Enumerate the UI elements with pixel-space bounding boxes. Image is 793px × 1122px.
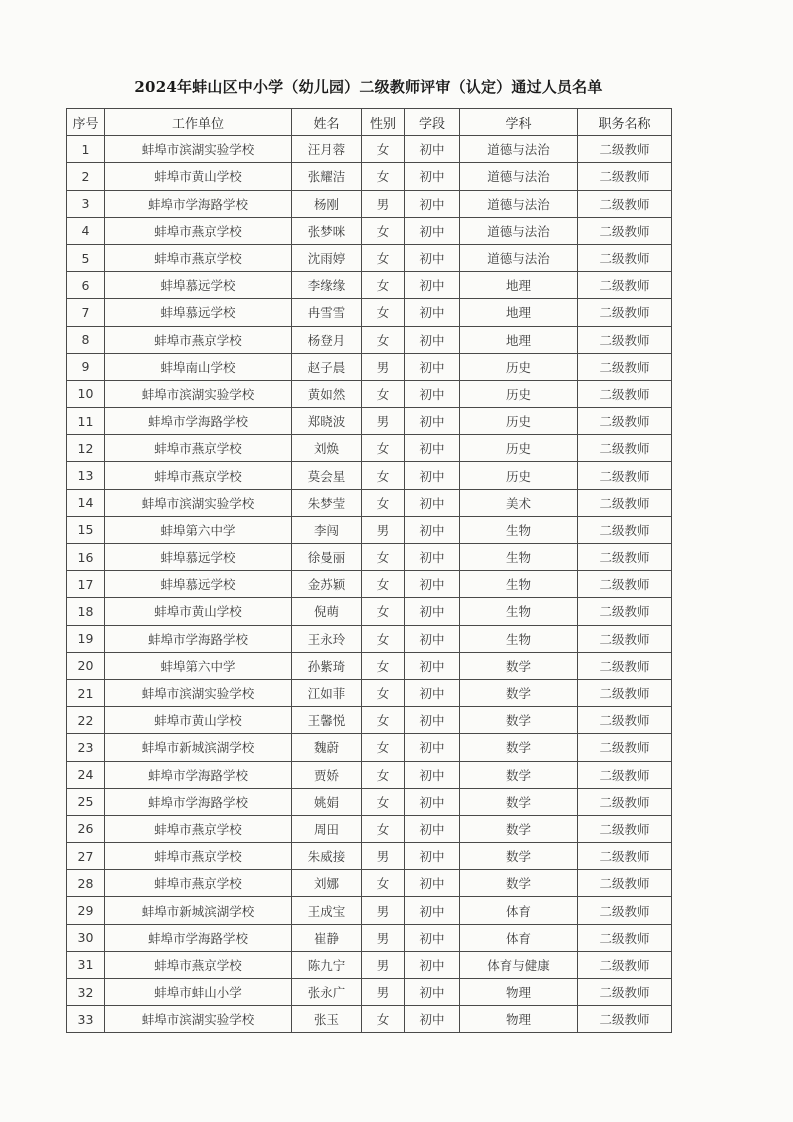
table-row [67,788,672,815]
cell-gender: 女 [362,489,405,516]
cell-stage: 初中 [405,353,460,380]
cell-subject: 数学 [460,843,578,870]
cell-position: 二级教师 [578,272,672,299]
cell-subject: 体育与健康 [460,951,578,978]
cell-workplace: 蚌埠慕远学校 [105,544,292,571]
cell-workplace: 蚌埠市黄山学校 [105,598,292,625]
cell-serial: 32 [67,979,105,1006]
cell-gender: 女 [362,217,405,244]
cell-workplace: 蚌埠市学海路学校 [105,190,292,217]
cell-name: 张耀洁 [292,163,362,190]
cell-workplace: 蚌埠市黄山学校 [105,163,292,190]
table-row [67,843,672,870]
cell-name: 赵子晨 [292,353,362,380]
cell-position: 二级教师 [578,353,672,380]
table-row [67,598,672,625]
cell-gender: 女 [362,1006,405,1033]
table-row [67,625,672,652]
cell-gender: 男 [362,979,405,1006]
cell-stage: 初中 [405,897,460,924]
cell-subject: 生物 [460,544,578,571]
cell-stage: 初中 [405,652,460,679]
cell-name: 张玉 [292,1006,362,1033]
cell-workplace: 蚌埠市蚌山小学 [105,979,292,1006]
cell-position: 二级教师 [578,1006,672,1033]
cell-gender: 男 [362,924,405,951]
cell-gender: 女 [362,380,405,407]
cell-gender: 女 [362,652,405,679]
cell-position: 二级教师 [578,734,672,761]
cell-stage: 初中 [405,815,460,842]
table-row [67,163,672,190]
cell-serial: 28 [67,870,105,897]
header-stage: 学段 [405,109,460,136]
cell-workplace: 蚌埠市燕京学校 [105,843,292,870]
cell-gender: 女 [362,707,405,734]
cell-gender: 女 [362,598,405,625]
cell-workplace: 蚌埠市燕京学校 [105,326,292,353]
cell-position: 二级教师 [578,408,672,435]
cell-name: 王馨悦 [292,707,362,734]
cell-stage: 初中 [405,625,460,652]
cell-stage: 初中 [405,516,460,543]
cell-subject: 数学 [460,734,578,761]
cell-subject: 体育 [460,924,578,951]
cell-position: 二级教师 [578,761,672,788]
cell-subject: 物理 [460,979,578,1006]
cell-subject: 地理 [460,326,578,353]
cell-workplace: 蚌埠市燕京学校 [105,217,292,244]
cell-name: 黄如然 [292,380,362,407]
cell-name: 朱梦莹 [292,489,362,516]
cell-subject: 数学 [460,679,578,706]
table-row [67,652,672,679]
table-row [67,353,672,380]
header-serial: 序号 [67,109,105,136]
cell-position: 二级教师 [578,163,672,190]
cell-stage: 初中 [405,788,460,815]
cell-stage: 初中 [405,734,460,761]
table-row [67,897,672,924]
cell-gender: 女 [362,761,405,788]
cell-gender: 男 [362,843,405,870]
cell-name: 冉雪雪 [292,299,362,326]
cell-name: 张永广 [292,979,362,1006]
cell-workplace: 蚌埠市学海路学校 [105,761,292,788]
cell-subject: 生物 [460,516,578,543]
table-row [67,734,672,761]
header-subject: 学科 [460,109,578,136]
cell-position: 二级教师 [578,136,672,163]
cell-serial: 10 [67,380,105,407]
cell-workplace: 蚌埠市燕京学校 [105,244,292,271]
table-row [67,707,672,734]
cell-stage: 初中 [405,924,460,951]
cell-workplace: 蚌埠第六中学 [105,516,292,543]
header-position: 职务名称 [578,109,672,136]
cell-name: 李缘缘 [292,272,362,299]
cell-serial: 29 [67,897,105,924]
cell-position: 二级教师 [578,380,672,407]
cell-stage: 初中 [405,462,460,489]
cell-subject: 道德与法治 [460,163,578,190]
cell-subject: 数学 [460,707,578,734]
cell-gender: 女 [362,544,405,571]
cell-position: 二级教师 [578,598,672,625]
cell-position: 二级教师 [578,489,672,516]
cell-workplace: 蚌埠市新城滨湖学校 [105,734,292,761]
cell-subject: 道德与法治 [460,217,578,244]
cell-workplace: 蚌埠市滨湖实验学校 [105,136,292,163]
cell-name: 徐曼丽 [292,544,362,571]
cell-name: 王永玲 [292,625,362,652]
cell-name: 汪月蓉 [292,136,362,163]
cell-stage: 初中 [405,707,460,734]
cell-gender: 男 [362,897,405,924]
cell-serial: 15 [67,516,105,543]
cell-serial: 3 [67,190,105,217]
header-gender: 性别 [362,109,405,136]
cell-name: 郑晓波 [292,408,362,435]
roster-table [66,108,672,1033]
cell-serial: 16 [67,544,105,571]
cell-stage: 初中 [405,380,460,407]
cell-name: 孙紫琦 [292,652,362,679]
table-row [67,489,672,516]
cell-position: 二级教师 [578,679,672,706]
cell-name: 沈雨婷 [292,244,362,271]
cell-position: 二级教师 [578,462,672,489]
cell-workplace: 蚌埠市滨湖实验学校 [105,380,292,407]
cell-stage: 初中 [405,1006,460,1033]
cell-gender: 男 [362,516,405,543]
cell-workplace: 蚌埠慕远学校 [105,299,292,326]
cell-gender: 女 [362,870,405,897]
cell-subject: 数学 [460,870,578,897]
cell-stage: 初中 [405,244,460,271]
table-row [67,979,672,1006]
cell-workplace: 蚌埠市滨湖实验学校 [105,679,292,706]
cell-subject: 生物 [460,571,578,598]
cell-serial: 23 [67,734,105,761]
cell-stage: 初中 [405,489,460,516]
cell-serial: 19 [67,625,105,652]
cell-serial: 24 [67,761,105,788]
cell-position: 二级教师 [578,897,672,924]
cell-stage: 初中 [405,299,460,326]
cell-serial: 7 [67,299,105,326]
cell-workplace: 蚌埠市滨湖实验学校 [105,489,292,516]
cell-subject: 历史 [460,408,578,435]
cell-serial: 2 [67,163,105,190]
cell-workplace: 蚌埠市新城滨湖学校 [105,897,292,924]
cell-subject: 历史 [460,380,578,407]
cell-gender: 女 [362,163,405,190]
cell-gender: 女 [362,679,405,706]
cell-position: 二级教师 [578,299,672,326]
cell-name: 金苏颖 [292,571,362,598]
cell-gender: 女 [362,625,405,652]
cell-position: 二级教师 [578,951,672,978]
cell-stage: 初中 [405,272,460,299]
cell-name: 姚娟 [292,788,362,815]
table-row [67,924,672,951]
cell-position: 二级教师 [578,217,672,244]
table-row [67,544,672,571]
table-row [67,190,672,217]
cell-serial: 17 [67,571,105,598]
cell-workplace: 蚌埠市滨湖实验学校 [105,1006,292,1033]
cell-name: 莫会星 [292,462,362,489]
cell-subject: 地理 [460,299,578,326]
cell-workplace: 蚌埠慕远学校 [105,571,292,598]
cell-serial: 33 [67,1006,105,1033]
cell-workplace: 蚌埠市燕京学校 [105,815,292,842]
cell-workplace: 蚌埠市学海路学校 [105,625,292,652]
cell-position: 二级教师 [578,516,672,543]
cell-position: 二级教师 [578,435,672,462]
cell-gender: 女 [362,462,405,489]
cell-gender: 女 [362,734,405,761]
cell-serial: 9 [67,353,105,380]
cell-workplace: 蚌埠市学海路学校 [105,924,292,951]
cell-name: 周田 [292,815,362,842]
cell-position: 二级教师 [578,843,672,870]
cell-stage: 初中 [405,217,460,244]
cell-workplace: 蚌埠市学海路学校 [105,788,292,815]
table-row [67,516,672,543]
cell-stage: 初中 [405,571,460,598]
cell-name: 刘焕 [292,435,362,462]
cell-position: 二级教师 [578,870,672,897]
cell-name: 朱威接 [292,843,362,870]
table-row [67,870,672,897]
cell-position: 二级教师 [578,571,672,598]
cell-name: 崔静 [292,924,362,951]
cell-subject: 数学 [460,788,578,815]
cell-position: 二级教师 [578,652,672,679]
table-row [67,136,672,163]
cell-serial: 30 [67,924,105,951]
cell-stage: 初中 [405,870,460,897]
cell-subject: 道德与法治 [460,244,578,271]
table-row [67,299,672,326]
cell-serial: 21 [67,679,105,706]
cell-workplace: 蚌埠市学海路学校 [105,408,292,435]
cell-serial: 14 [67,489,105,516]
cell-position: 二级教师 [578,190,672,217]
cell-position: 二级教师 [578,924,672,951]
cell-subject: 数学 [460,815,578,842]
cell-subject: 美术 [460,489,578,516]
table-header-row [67,109,672,136]
cell-stage: 初中 [405,679,460,706]
table-row [67,761,672,788]
cell-serial: 20 [67,652,105,679]
cell-subject: 数学 [460,761,578,788]
header-workplace: 工作单位 [105,109,292,136]
cell-subject: 道德与法治 [460,190,578,217]
cell-name: 江如菲 [292,679,362,706]
cell-gender: 女 [362,272,405,299]
cell-subject: 体育 [460,897,578,924]
cell-workplace: 蚌埠市燕京学校 [105,870,292,897]
cell-position: 二级教师 [578,979,672,1006]
cell-serial: 31 [67,951,105,978]
cell-subject: 历史 [460,435,578,462]
cell-gender: 男 [362,190,405,217]
cell-workplace: 蚌埠慕远学校 [105,272,292,299]
cell-serial: 5 [67,244,105,271]
cell-stage: 初中 [405,190,460,217]
cell-stage: 初中 [405,163,460,190]
cell-serial: 25 [67,788,105,815]
table-row [67,951,672,978]
cell-stage: 初中 [405,951,460,978]
table-row [67,462,672,489]
cell-name: 贾娇 [292,761,362,788]
cell-stage: 初中 [405,544,460,571]
cell-subject: 物理 [460,1006,578,1033]
cell-gender: 女 [362,326,405,353]
cell-serial: 1 [67,136,105,163]
cell-gender: 男 [362,353,405,380]
cell-position: 二级教师 [578,788,672,815]
document-title: 2024年蚌山区中小学（幼儿园）二级教师评审（认定）通过人员名单 [134,78,603,96]
cell-subject: 历史 [460,353,578,380]
cell-gender: 女 [362,571,405,598]
cell-serial: 22 [67,707,105,734]
cell-gender: 女 [362,788,405,815]
cell-serial: 6 [67,272,105,299]
table-row [67,679,672,706]
cell-serial: 12 [67,435,105,462]
cell-subject: 数学 [460,652,578,679]
cell-name: 王成宝 [292,897,362,924]
table-row [67,435,672,462]
cell-subject: 道德与法治 [460,136,578,163]
cell-name: 杨登月 [292,326,362,353]
table-body [67,136,672,1033]
cell-position: 二级教师 [578,815,672,842]
cell-name: 李闯 [292,516,362,543]
cell-name: 刘娜 [292,870,362,897]
cell-serial: 26 [67,815,105,842]
cell-serial: 4 [67,217,105,244]
cell-name: 杨刚 [292,190,362,217]
cell-stage: 初中 [405,843,460,870]
table-row [67,217,672,244]
cell-workplace: 蚌埠市黄山学校 [105,707,292,734]
cell-stage: 初中 [405,598,460,625]
cell-subject: 生物 [460,598,578,625]
cell-gender: 女 [362,435,405,462]
cell-serial: 18 [67,598,105,625]
cell-name: 魏蔚 [292,734,362,761]
cell-workplace: 蚌埠南山学校 [105,353,292,380]
cell-subject: 生物 [460,625,578,652]
table-row [67,1006,672,1033]
cell-subject: 历史 [460,462,578,489]
cell-stage: 初中 [405,326,460,353]
cell-stage: 初中 [405,408,460,435]
cell-name: 张梦咪 [292,217,362,244]
cell-subject: 地理 [460,272,578,299]
cell-stage: 初中 [405,435,460,462]
cell-serial: 27 [67,843,105,870]
cell-workplace: 蚌埠市燕京学校 [105,435,292,462]
cell-gender: 女 [362,136,405,163]
table-row [67,380,672,407]
cell-workplace: 蚌埠市燕京学校 [105,951,292,978]
header-name: 姓名 [292,109,362,136]
cell-gender: 女 [362,815,405,842]
table-row [67,272,672,299]
cell-serial: 11 [67,408,105,435]
cell-position: 二级教师 [578,544,672,571]
cell-gender: 女 [362,244,405,271]
cell-position: 二级教师 [578,244,672,271]
cell-workplace: 蚌埠市燕京学校 [105,462,292,489]
cell-gender: 男 [362,951,405,978]
cell-stage: 初中 [405,136,460,163]
cell-stage: 初中 [405,979,460,1006]
table-row [67,571,672,598]
cell-position: 二级教师 [578,707,672,734]
cell-serial: 8 [67,326,105,353]
cell-position: 二级教师 [578,625,672,652]
cell-gender: 男 [362,408,405,435]
cell-workplace: 蚌埠第六中学 [105,652,292,679]
table-row [67,326,672,353]
cell-position: 二级教师 [578,326,672,353]
cell-name: 倪萌 [292,598,362,625]
table-row [67,815,672,842]
cell-gender: 女 [362,299,405,326]
cell-serial: 13 [67,462,105,489]
cell-name: 陈九宁 [292,951,362,978]
cell-stage: 初中 [405,761,460,788]
table-row [67,244,672,271]
table-row [67,408,672,435]
